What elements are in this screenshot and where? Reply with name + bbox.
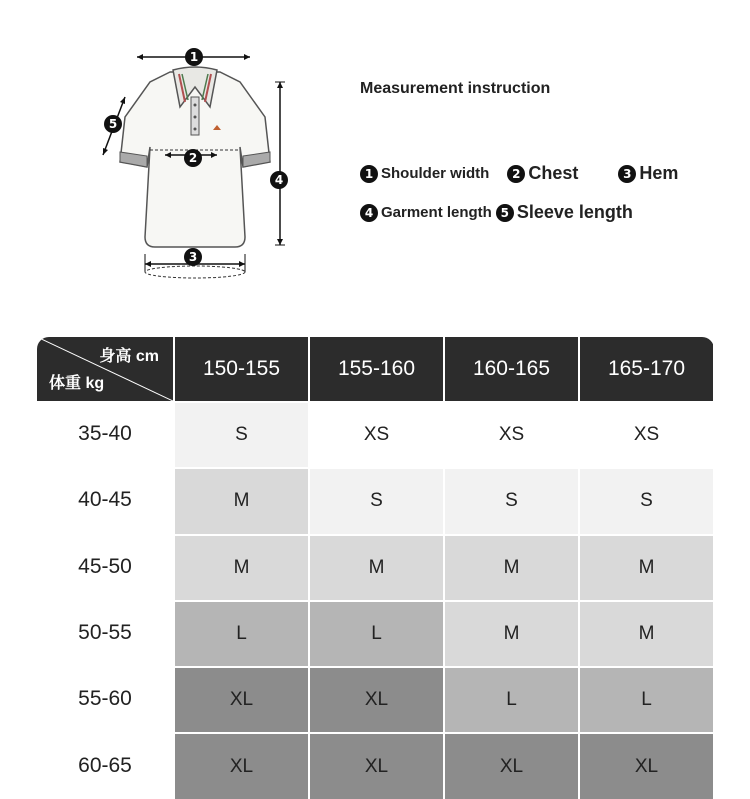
size-cell: M [580, 536, 713, 600]
size-cell: S [580, 469, 713, 533]
size-cell: XL [310, 734, 443, 798]
table-row [37, 732, 714, 798]
height-unit-label: 身高 cm [99, 348, 159, 365]
height-header: 160-165 [445, 337, 578, 401]
legend-item-garment-length [360, 204, 492, 222]
legend-label-chest: Chest [528, 163, 579, 183]
table-row [37, 534, 714, 600]
weight-range-cell: 60-65 [37, 732, 173, 798]
legend-label-sleeve-length: Sleeve length [516, 202, 633, 222]
label-2-icon: 2 [184, 149, 202, 167]
weight-range-cell: 40-45 [37, 467, 173, 533]
size-cell: XL [175, 668, 308, 732]
legend-item-shoulder [360, 165, 489, 183]
legend-label-shoulder: Shoulder width [381, 165, 490, 182]
legend-item-hem [618, 163, 678, 184]
size-cell: S [310, 469, 443, 533]
label-1-icon: 1 [185, 48, 203, 66]
number-5-icon: 5 [496, 204, 514, 222]
label-3-icon: 3 [184, 248, 202, 266]
height-header: 150-155 [175, 337, 308, 401]
size-cell: L [580, 668, 713, 732]
height-header: 155-160 [310, 337, 443, 401]
size-cell: S [445, 469, 578, 533]
size-cell: M [445, 536, 578, 600]
number-4-icon: 4 [360, 204, 378, 222]
size-cell: XS [310, 403, 443, 467]
measurement-instruction-title: Measurement instruction [360, 80, 551, 97]
size-chart-table [37, 337, 714, 799]
table-row [37, 666, 714, 732]
legend-row-2 [360, 202, 651, 223]
size-cell: M [175, 536, 308, 600]
table-row [37, 401, 714, 467]
table-row [37, 467, 714, 533]
label-5-icon: 5 [104, 115, 122, 133]
size-cell: L [445, 668, 578, 732]
weight-range-cell: 55-60 [37, 666, 173, 732]
size-cell: XL [175, 734, 308, 798]
size-cell: XL [580, 734, 713, 798]
weight-unit-label: 体重 kg [49, 375, 105, 392]
shirt-diagram [95, 42, 305, 282]
weight-range-cell: 50-55 [37, 600, 173, 666]
legend-item-sleeve-length [496, 202, 633, 223]
size-cell: XS [580, 403, 713, 467]
size-cell: M [445, 602, 578, 666]
size-cell: M [175, 469, 308, 533]
number-3-icon: 3 [618, 165, 636, 183]
number-1-icon: 1 [360, 165, 378, 183]
size-cell: M [310, 536, 443, 600]
size-cell: L [175, 602, 308, 666]
size-cell: XL [445, 734, 578, 798]
number-2-icon: 2 [507, 165, 525, 183]
size-cell: XL [310, 668, 443, 732]
size-cell: S [175, 403, 308, 467]
legend-row-1 [360, 163, 696, 184]
label-4-icon: 4 [270, 171, 288, 189]
size-cell: L [310, 602, 443, 666]
table-row [37, 600, 714, 666]
weight-range-cell: 35-40 [37, 401, 173, 467]
legend-item-chest [507, 163, 578, 184]
legend-label-hem: Hem [639, 163, 679, 183]
size-cell: M [580, 602, 713, 666]
height-header: 165-170 [580, 337, 713, 401]
table-corner-header [37, 337, 173, 401]
legend-label-garment-length: Garment length [381, 204, 492, 221]
size-cell: XS [445, 403, 578, 467]
table-body [37, 401, 714, 799]
weight-range-cell: 45-50 [37, 534, 173, 600]
table-header-row [37, 337, 714, 401]
